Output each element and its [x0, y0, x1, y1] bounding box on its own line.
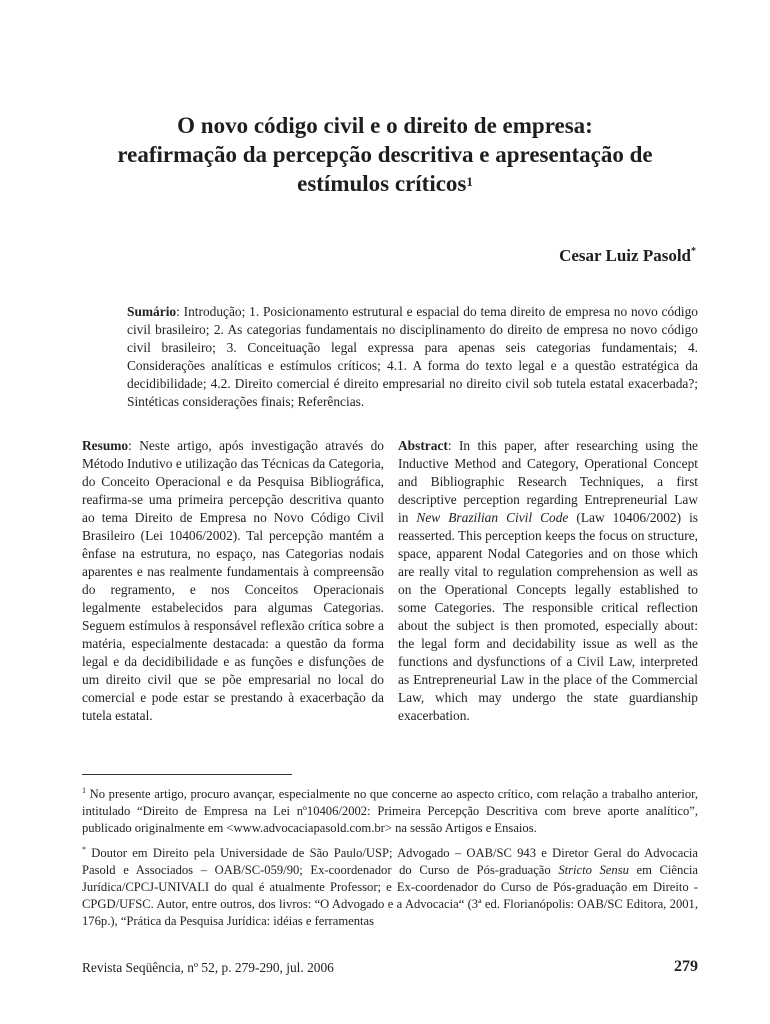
title-line-3 — [40, 169, 730, 198]
resumo-text: : Neste artigo, após investigação através do Método Indutivo e utilização das Técnicas da Categoria, do Conceito Operacional e da Pesquisa Bibliográfica, reafirma-se uma primeira percepção descritiva quanto ao tema Direito de Empresa no Novo Código Civil Brasileiro (Lei 10406/2002). Tal percepção mantém a ênfase na estrutura, no espaço, nas Categorias nodais aparentes e nas realmente fundamentais à compreensão do regramento, e nos Conceitos Operacionais legalmente estabelecidos para algumas Categorias. Seguem estímulos à responsável reflexão crítica sobre a matéria, especialmente destacada: a questão da forma legal e da decidibilidade e as funções e disfunções de um direito civil que se põe empresarial no local do comercial e pode estar se prestando à exacerbação da tutela estatal. — [82, 438, 384, 723]
title-line-2: reafirmação da percepção descritiva e apresentação de — [117, 142, 653, 167]
abstract-text-italic: New Brazilian Civil Code — [416, 510, 569, 525]
resumo-block — [82, 437, 384, 725]
title-line-1: O novo código civil e o direito de empresa: — [177, 113, 593, 138]
footnote-1-mark: 1 — [82, 786, 86, 795]
summary-text: : Introdução; 1. Posicionamento estrutural e espacial do tema direito de empresa no novo código civil brasileiro; 2. As categorias fundamentais no disciplinamento do direito de empresa no novo código civil brasileiro; 3. Conceituação legal expressa para apenas seis categorias fundamentais; 4. Considerações analíticas e estímulos críticos; 4.1. A forma do texto legal e a questão estratégica da decidibilidade; 4.2. Direito comercial é direito empresarial no direito civil sob tutela estatal exacerbada?; Sintéticas considerações finais; Referências. — [127, 304, 698, 409]
author-text: Cesar Luiz Pasold — [559, 246, 691, 265]
author-name — [559, 246, 696, 266]
footnote-2-text-a: Doutor em Direito pela Universidade de São Paulo/USP; Advogado – OAB/SC 943 e Diretor Geral do Advocacia Pasold e Associados – OAB/SC-059/90; Ex-coordenador do Curso de Pós-graduação — [82, 846, 698, 878]
footnote-2-text-b: em Ciência Jurídica/CPCJ-UNIVALI do qual é atualmente Professor; e Ex-coordenador do Curso de Pós-graduação em Direito - CPGD/UFSC. Autor, entre outros, dos livros: “O Advogado e a Advocacia“ (3ª ed. Florianópolis: OAB/SC Editora, 2001, 176p.), “Prática da Pesquisa Jurídica: idéias e ferramentas — [82, 863, 698, 929]
footnote-1 — [82, 782, 698, 837]
summary-label: Sumário — [127, 304, 177, 319]
footnote-2-mark: * — [82, 845, 86, 855]
footnote-2-italic: Stricto Sensu — [558, 863, 629, 878]
footnote-2 — [82, 841, 698, 930]
footnote-1-text: No presente artigo, procuro avançar, especialmente no que concerne ao aspecto crítico, com relação a trabalho anterior, intitulado “Direito de Empresa na Lei nº10406/2002: Primeira Percepção Descritiva com breve aporte analítico”, publicado originalmente em <www.advocaciapasold.com.br> na sessão Artigos e Ensaios. — [82, 787, 698, 836]
abstract-text-after: (Law 10406/2002) is reasserted. This perception keeps the focus on structure, space, apparent Nodal Categories and on those which are really vital to regulation comprehension as well as on the Operational Concepts legally established to some Categories. The responsible critical reflection about the subject is then promoted, especially about: the legal form and decidability issue as well as the functions and dysfunctions of a Civil Law, interpreted as Entrepreneurial Law in the place of the Commercial Law, which may undergo the state guardianship exacerbation. — [398, 510, 699, 723]
article-title — [40, 111, 730, 198]
resumo-label: Resumo — [82, 438, 129, 453]
summary-block — [127, 303, 698, 411]
abstract-block — [398, 437, 698, 725]
journal-citation: Revista Seqüência, nº 52, p. 279-290, jul. 2006 — [82, 960, 334, 975]
author-footnote-mark[interactable]: * — [691, 246, 696, 257]
title-line-3-text: estímulos críticos — [297, 171, 467, 196]
abstract-label: Abstract — [398, 438, 448, 453]
footnote-divider — [82, 774, 292, 775]
page-number: 279 — [674, 958, 698, 975]
title-footnote-mark[interactable]: 1 — [466, 174, 473, 189]
abstract-text-before: : In this paper, after researching using the Inductive Method and Category, Operational Concept and Bibliographic Research Techniques, a first descriptive perception regarding Entrepreneurial Law in — [398, 438, 698, 525]
footnotes — [82, 782, 698, 934]
